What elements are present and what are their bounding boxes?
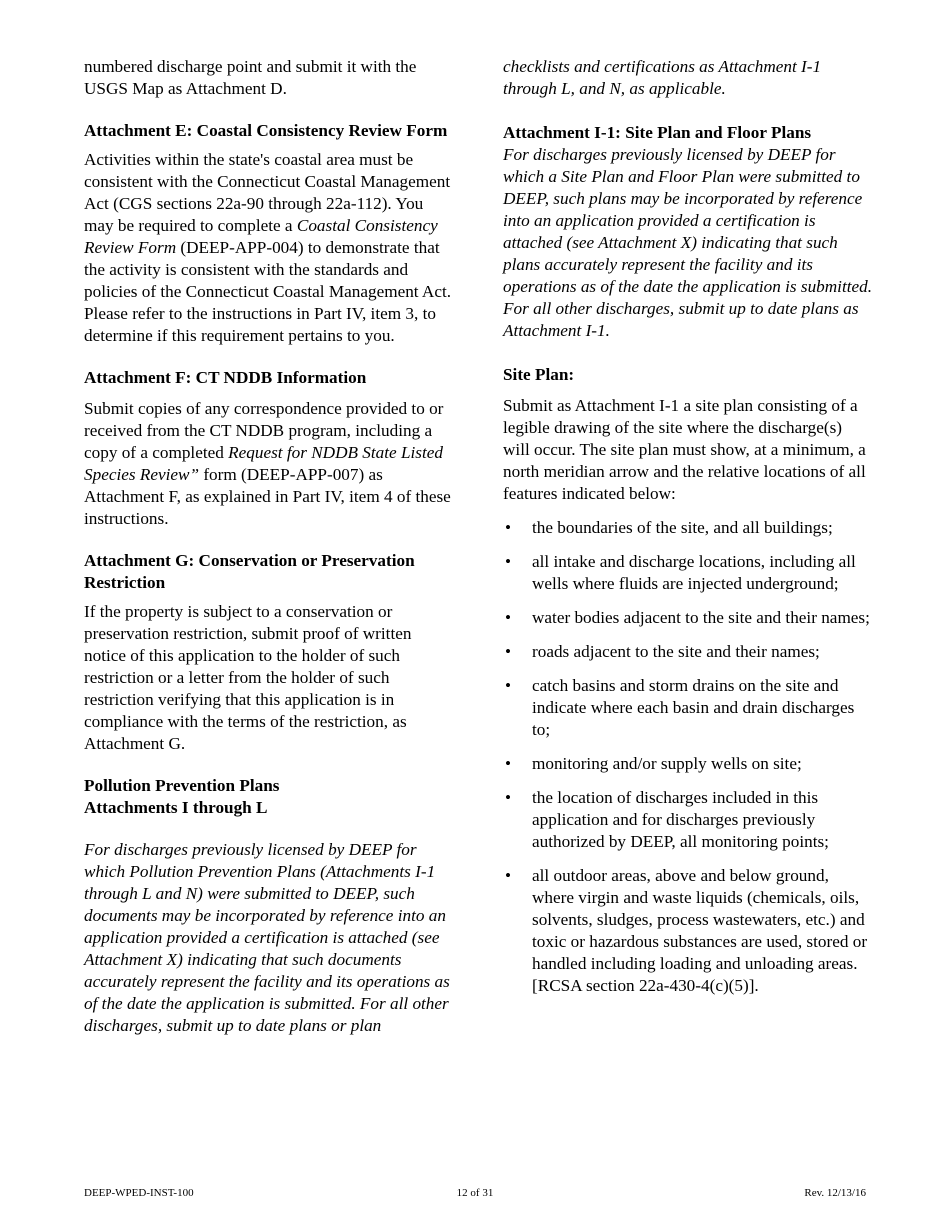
footer-document-id: DEEP-WPED-INST-100 xyxy=(84,1187,194,1199)
attachment-f-heading: Attachment F: CT NDDB Information xyxy=(84,368,367,387)
footer-page-number: 12 of 31 xyxy=(456,1187,494,1199)
pollution-prevention-subheading: Attachments I through L xyxy=(84,798,268,817)
attachment-e-body: Activities within the state's coastal area must be consistent with the Connecticut Coastal Management Act (CGS sections 22a-90 through 22a-112). You may be required to complete a Coastal Consistency Review Form (DEEP-APP-004) to demonstrate that the activity is consistent with the standards and policies of the Connecticut Coastal Management Act. Please refer to the instructions in Part IV, item 3, to determine if this requirement pertains to you. xyxy=(84,150,452,345)
list-item: • roads adjacent to the site and their names; xyxy=(503,641,873,663)
list-item: • all outdoor areas, above and below ground, where virgin and waste liquids (chemicals, oils, solvents, sludges, process wastewaters, etc.) and toxic or hazardous substances are used, stored or handled including loading and unloading areas. [RCSA section 22a-430-4(c)(5)]. xyxy=(503,865,873,997)
list-item: • water bodies adjacent to the site and their names; xyxy=(503,607,873,629)
coastal-form-name: Coastal Consistency Review Form xyxy=(84,216,438,257)
attachment-i1-body: For discharges previously licensed by DEEP for which a Site Plan and Floor Plan were submitted to DEEP, such plans may be incorporated by reference into an application provided a certification is attached (see Attachment X) indicating that such plans accurately represent the facility and its operations as of the date the application is submitted. For all other discharges, submit up to date plans as Attachment I-1. xyxy=(503,145,873,340)
attachment-i1-heading: Attachment I-1: Site Plan and Floor Plans xyxy=(503,123,812,142)
pollution-prevention-heading: Pollution Prevention Plans xyxy=(84,776,280,795)
site-plan-body: Submit as Attachment I-1 a site plan consisting of a legible drawing of the site where the discharge(s) will occur. The site plan must show, at a minimum, a north meridian arrow and the relative locations of all features indicated below: xyxy=(503,396,866,503)
list-item: • all intake and discharge locations, including all wells where fluids are injected underground; xyxy=(503,551,873,595)
footer-revision: Rev. 12/13/16 xyxy=(804,1187,866,1199)
continued-italic-paragraph: checklists and certifications as Attachment I-1 through L, and N, as applicable. xyxy=(503,57,822,98)
list-item: • catch basins and storm drains on the site and indicate where each basin and drain discharges to; xyxy=(503,675,873,741)
right-column xyxy=(503,56,873,997)
site-plan-heading: Site Plan: xyxy=(503,365,575,384)
nddb-form-name: Request for NDDB State Listed Species Review” xyxy=(84,443,443,484)
attachment-e-heading: Attachment E: Coastal Consistency Review Form xyxy=(84,121,448,140)
attachment-f-body: Submit copies of any correspondence provided to or received from the CT NDDB program, including a copy of a completed Request for NDDB State Listed Species Review” form (DEEP-APP-007) as Attachment F, as explained in Part IV, item 4 of these instructions. xyxy=(84,399,451,528)
left-column xyxy=(84,56,454,1037)
site-plan-feature-list xyxy=(503,517,873,997)
list-item: • the boundaries of the site, and all buildings; xyxy=(503,517,873,539)
attachment-g-heading: Attachment G: Conservation or Preservation Restriction xyxy=(84,551,415,592)
pollution-prevention-body: For discharges previously licensed by DEEP for which Pollution Prevention Plans (Attachments I-1 through L and N) were submitted to DEEP, such documents may be incorporated by reference into an application provided a certification is attached (see Attachment X) indicating that such documents accurately represent the facility and its operations as of the date the application is submitted. For all other discharges, submit up to date plans or plan xyxy=(84,840,450,1035)
list-item: • the location of discharges included in this application and for discharges previously authorized by DEEP, all monitoring points; xyxy=(503,787,873,853)
continued-paragraph: numbered discharge point and submit it with the USGS Map as Attachment D. xyxy=(84,57,417,98)
attachment-g-body: If the property is subject to a conservation or preservation restriction, submit proof of written notice of this application to the holder of such restriction or a letter from the holder of such restriction verifying that this application is in compliance with the terms of the restriction, as Attachment G. xyxy=(84,602,412,753)
list-item: • monitoring and/or supply wells on site; xyxy=(503,753,873,775)
